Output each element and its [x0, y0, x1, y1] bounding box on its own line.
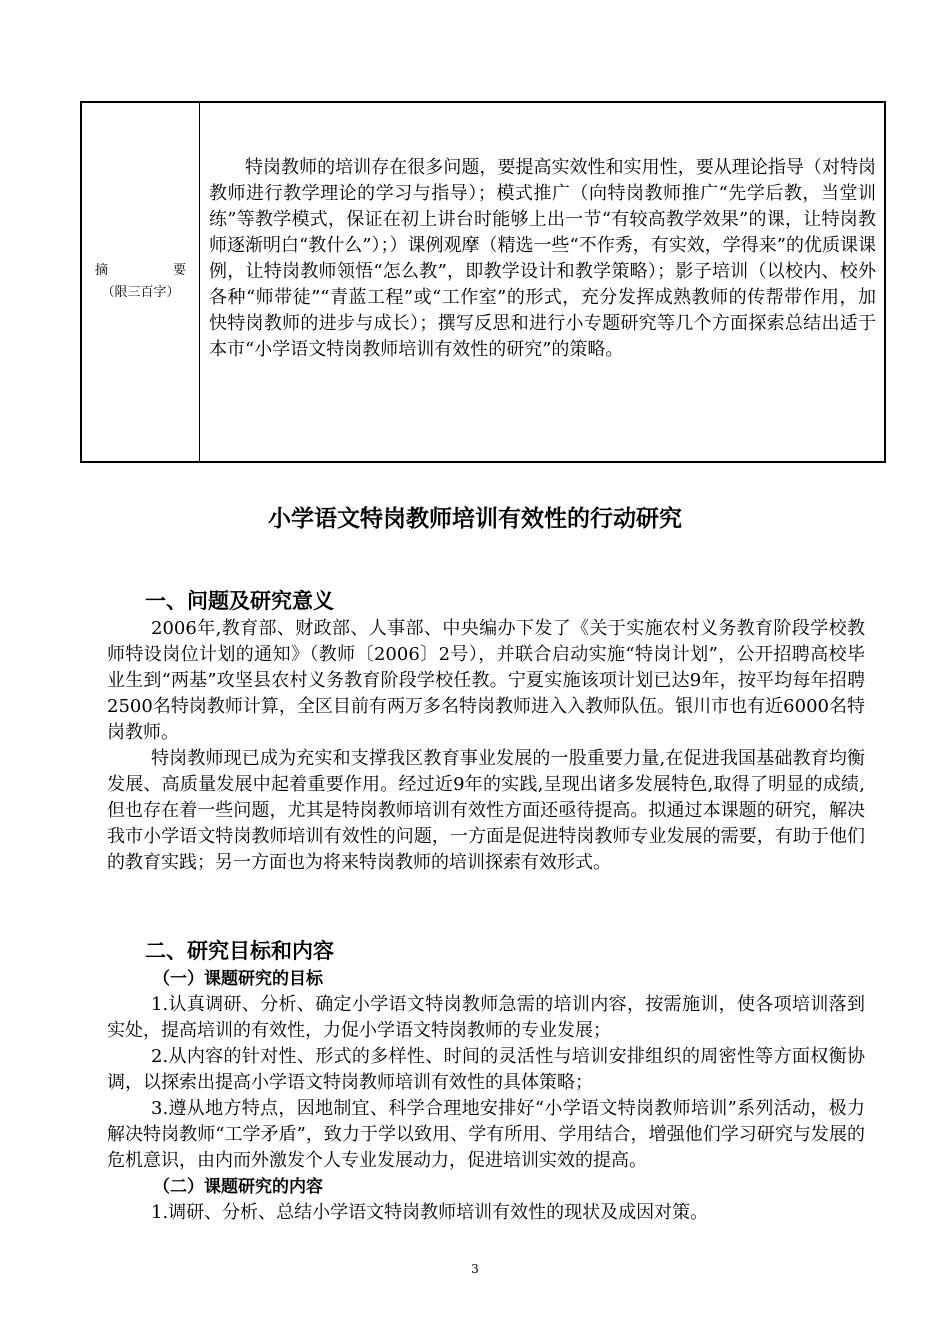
- document-title: 小学语文特岗教师培训有效性的行动研究: [268, 506, 682, 532]
- abstract-text: 特岗教师的培训存在很多问题，要提高实效性和实用性，要从理论指导（对特岗教师进行教学理论的学习与指导）；模式推广（向特岗教师推广“先学后教，当堂训练”等教学模式，保证在初上讲台时能够上出一节“有较高教学效果”的课，让特岗教师逐渐明白“教什么”）；）课例观摩（精选一些“不作秀，有实效，学得来”的优质课课例，让特岗教师领悟“怎么教”，即教学设计和教学策略）；影子培训（以校内、校外各种“师带徒”“青蓝工程”或“工作室”的形式，充分发挥成熟教师的传帮带作用，加快特岗教师的进步与成长）；撰写反思和进行小专题研究等几个方面探索总结出适于本市“小学语文特岗教师培训有效性的研究”的策略。: [209, 157, 876, 360]
- section-problem: [107, 586, 865, 876]
- section1-paragraph: 特岗教师现已成为充实和支撑我区教育事业发展的一股重要力量,在促进我国基础教育均衡发展、高质量发展中起着重要作用。经过近9年的实践,呈现出诸多发展特色,取得了明显的成绩,但也存在着一些问题，尤其是特岗教师培训有效性方面还亟待提高。拟通过本课题的研究，解决我市小学语文特岗教师培训有效性的问题，一方面是促进特岗教师专业发展的需要，有助于他们的教育实践；另一方面也为将来特岗教师的培训探索有效形式。: [107, 748, 865, 873]
- section2-heading: 二、研究目标和内容: [145, 939, 334, 963]
- page-number: 3: [471, 1262, 479, 1276]
- abstract-sublabel: （限三百字）: [101, 285, 180, 300]
- section-goals: [107, 936, 865, 1226]
- abstract-label: 摘 要: [94, 263, 212, 278]
- subsection-content-heading: （二）课题研究的内容: [153, 1177, 323, 1197]
- goal-item: 1.认真调研、分析、确定小学语文特岗教师急需的培训内容，按需施训，使各项培训落到实处，提高培训的有效性，力促小学语文特岗教师的专业发展；: [107, 994, 865, 1041]
- subsection-goals-heading: （一）课题研究的目标: [153, 969, 323, 989]
- abstract-content-cell: [200, 103, 884, 461]
- abstract-label-cell: [82, 103, 212, 461]
- section1-heading: 一、问题及研究意义: [145, 589, 334, 613]
- goal-item: 3.遵从地方特点，因地制宜、科学合理地安排好“小学语文特岗教师培训”系列活动，极力解决特岗教师“工学矛盾”，致力于学以致用、学有所用、学用结合，增强他们学习研究与发展的危机意识，由内而外激发个人专业发展动力，促进培训实效的提高。: [107, 1098, 865, 1171]
- goal-item: 2.从内容的针对性、形式的多样性、时间的灵活性与培训安排组织的周密性等方面权衡协调，以探索出提高小学语文特岗教师培训有效性的具体策略；: [107, 1046, 865, 1093]
- section1-paragraph: 2006年,教育部、财政部、人事部、中央编办下发了《关于实施农村义务教育阶段学校教师特设岗位计划的通知》（教师〔2006〕2号），并联合启动实施“特岗计划”，公开招聘高校毕业生到“两基”攻坚县农村义务教育阶段学校任教。宁夏实施该项计划已达9年，按平均每年招聘2500名特岗教师计算，全区目前有两万多名特岗教师进入入教师队伍。银川市也有近6000名特岗教师。: [107, 618, 865, 743]
- abstract-table: [80, 101, 886, 463]
- content-item: 1.调研、分析、总结小学语文特岗教师培训有效性的现状及成因对策。: [151, 1202, 709, 1223]
